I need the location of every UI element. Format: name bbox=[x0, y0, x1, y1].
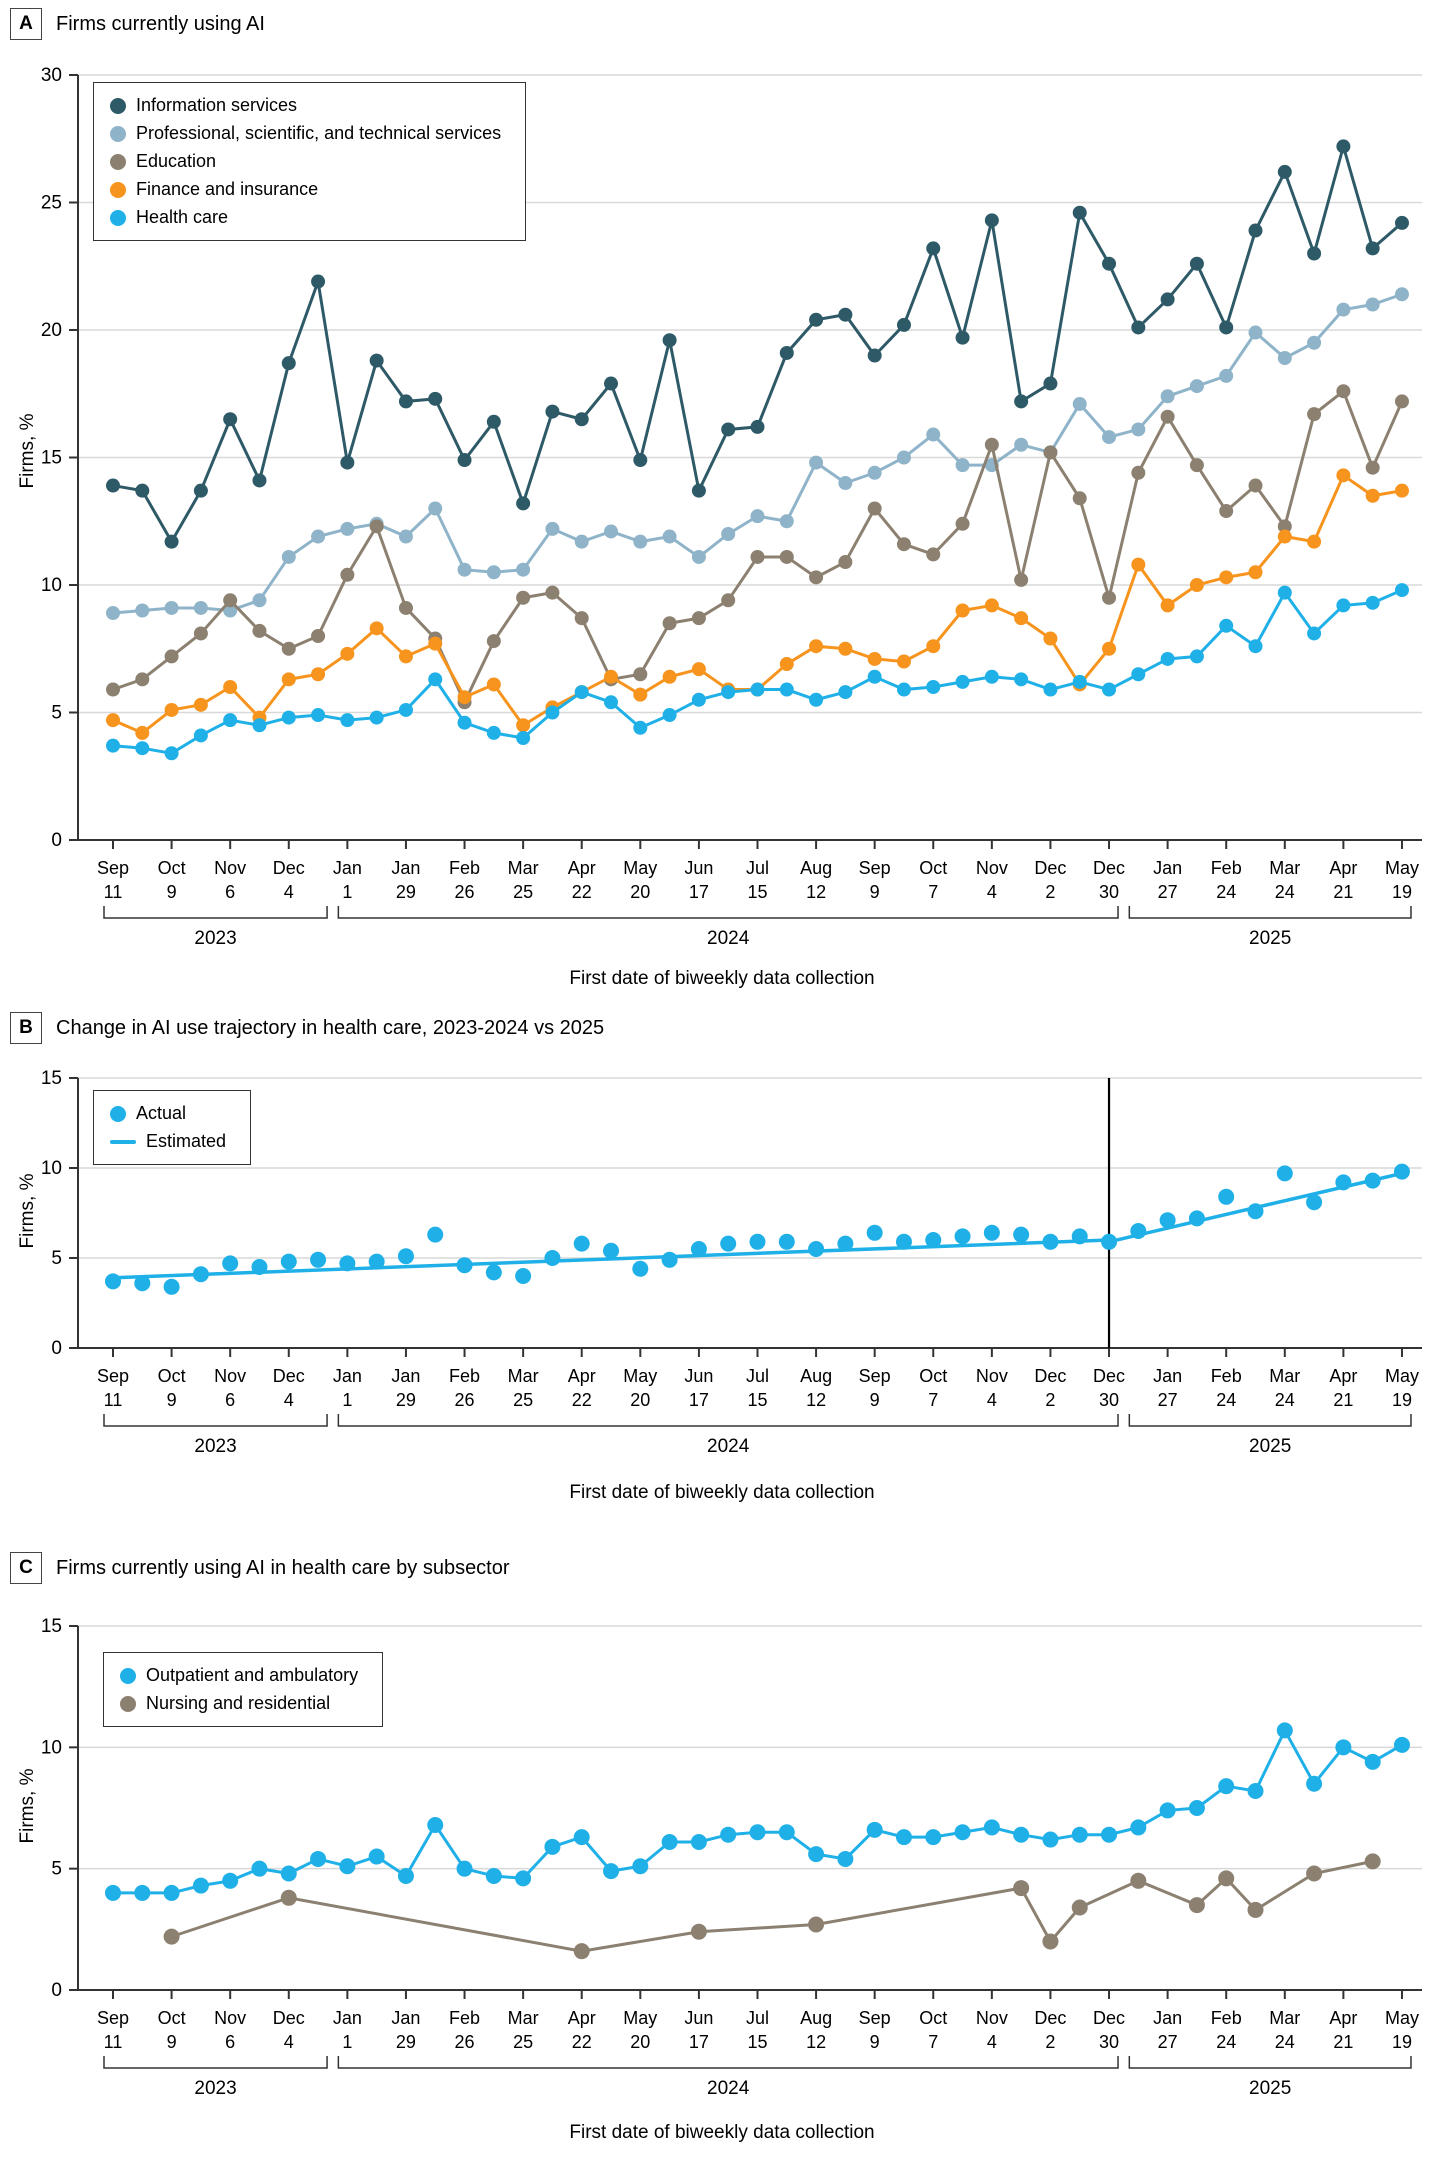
svg-text:24: 24 bbox=[1274, 2032, 1295, 2052]
svg-text:1: 1 bbox=[342, 882, 353, 902]
svg-text:25: 25 bbox=[513, 882, 534, 902]
svg-text:11: 11 bbox=[103, 2032, 123, 2052]
svg-text:Dec: Dec bbox=[1034, 1366, 1067, 1386]
svg-text:4: 4 bbox=[283, 1390, 294, 1410]
svg-text:May: May bbox=[1384, 1366, 1419, 1386]
estimated-line-icon bbox=[110, 1140, 136, 1144]
svg-text:May: May bbox=[1384, 2008, 1419, 2028]
year-brackets bbox=[104, 1414, 1411, 1457]
svg-text:9: 9 bbox=[869, 1390, 880, 1410]
svg-text:Sep: Sep bbox=[96, 2008, 130, 2028]
svg-text:Feb: Feb bbox=[449, 2008, 481, 2028]
svg-text:Apr: Apr bbox=[1329, 2008, 1358, 2028]
svg-text:30: 30 bbox=[1099, 1390, 1120, 1410]
series-outpatient-and-ambulatory bbox=[105, 1722, 1410, 1901]
panel-c-title: Firms currently using AI in health care by subsector bbox=[56, 1556, 510, 1579]
legend-panel-a bbox=[93, 82, 526, 241]
legend-item-estimated bbox=[110, 1131, 226, 1152]
svg-text:10: 10 bbox=[40, 1737, 62, 1759]
svg-text:29: 29 bbox=[395, 2032, 416, 2052]
svg-text:30: 30 bbox=[40, 65, 62, 86]
svg-text:15: 15 bbox=[747, 882, 768, 902]
svg-text:12: 12 bbox=[806, 882, 827, 902]
panel-b-header bbox=[10, 1012, 604, 1044]
svg-text:Oct: Oct bbox=[157, 2008, 186, 2028]
svg-text:Jul: Jul bbox=[745, 858, 769, 878]
panel-b-x-axis-title: First date of biweekly data collection bbox=[569, 1482, 875, 1503]
svg-text:Dec: Dec bbox=[272, 2008, 305, 2028]
svg-text:Apr: Apr bbox=[1329, 858, 1358, 878]
svg-text:9: 9 bbox=[166, 882, 177, 902]
svg-text:2023: 2023 bbox=[194, 2078, 237, 2099]
legend-label: Education bbox=[136, 151, 217, 171]
svg-text:Aug: Aug bbox=[800, 1366, 833, 1386]
svg-text:20: 20 bbox=[630, 882, 651, 902]
svg-text:2025: 2025 bbox=[1249, 928, 1292, 949]
svg-text:30: 30 bbox=[1099, 2032, 1120, 2052]
legend-label: Outpatient and ambulatory bbox=[146, 1665, 359, 1685]
svg-text:25: 25 bbox=[513, 2032, 534, 2052]
svg-text:Sep: Sep bbox=[858, 2008, 891, 2028]
svg-text:2024: 2024 bbox=[707, 1436, 750, 1457]
svg-text:11: 11 bbox=[103, 882, 123, 902]
svg-text:Mar: Mar bbox=[1269, 2008, 1301, 2028]
svg-text:2023: 2023 bbox=[194, 1436, 237, 1457]
svg-text:Oct: Oct bbox=[157, 1366, 186, 1386]
svg-text:Apr: Apr bbox=[567, 858, 596, 878]
svg-text:Aug: Aug bbox=[800, 2008, 833, 2028]
legend-item-outpatient bbox=[120, 1665, 358, 1686]
svg-text:25: 25 bbox=[40, 192, 62, 214]
panel-c-x-axis-title: First date of biweekly data collection bbox=[569, 2122, 875, 2143]
svg-text:10: 10 bbox=[40, 575, 62, 596]
svg-text:27: 27 bbox=[1157, 2032, 1178, 2052]
svg-text:Jan: Jan bbox=[332, 858, 362, 878]
legend-item-nursing bbox=[120, 1693, 358, 1714]
svg-text:Dec: Dec bbox=[272, 1366, 305, 1386]
svg-text:20: 20 bbox=[630, 2032, 651, 2052]
svg-text:Jan: Jan bbox=[332, 2008, 362, 2028]
svg-text:4: 4 bbox=[986, 2032, 997, 2052]
svg-text:12: 12 bbox=[806, 2032, 827, 2052]
svg-text:Feb: Feb bbox=[449, 858, 481, 878]
x-axis bbox=[78, 840, 1422, 902]
legend-label: Estimated bbox=[146, 1131, 227, 1151]
svg-text:Dec: Dec bbox=[1093, 858, 1126, 878]
legend-label: Health care bbox=[136, 207, 229, 227]
legend-item-health-care bbox=[110, 207, 501, 228]
svg-text:Nov: Nov bbox=[214, 1366, 247, 1386]
finance-dot-icon bbox=[110, 182, 126, 198]
y-axis bbox=[41, 1068, 78, 1359]
svg-text:Dec: Dec bbox=[1093, 2008, 1126, 2028]
svg-text:Jul: Jul bbox=[745, 1366, 769, 1386]
svg-text:Sep: Sep bbox=[858, 858, 891, 878]
panel-b-label: B bbox=[10, 1012, 42, 1044]
series-finance-and-insurance bbox=[106, 468, 1409, 740]
svg-text:Jul: Jul bbox=[745, 2008, 769, 2028]
actual-dot-icon bbox=[110, 1106, 126, 1122]
svg-text:Mar: Mar bbox=[1269, 1366, 1301, 1386]
gridlines bbox=[78, 1078, 1422, 1258]
svg-text:Jun: Jun bbox=[684, 2008, 714, 2028]
svg-text:Dec: Dec bbox=[1034, 2008, 1067, 2028]
svg-text:30: 30 bbox=[1099, 882, 1120, 902]
series-health-care bbox=[106, 583, 1409, 760]
svg-text:21: 21 bbox=[1333, 2032, 1354, 2052]
svg-text:Jun: Jun bbox=[684, 858, 714, 878]
svg-text:Apr: Apr bbox=[567, 1366, 596, 1386]
svg-text:15: 15 bbox=[747, 2032, 768, 2052]
svg-text:Mar: Mar bbox=[507, 1366, 539, 1386]
svg-text:5: 5 bbox=[51, 1858, 62, 1880]
svg-text:12: 12 bbox=[806, 1390, 827, 1410]
svg-text:4: 4 bbox=[283, 882, 294, 902]
svg-text:9: 9 bbox=[166, 2032, 177, 2052]
svg-text:Feb: Feb bbox=[1210, 2008, 1242, 2028]
legend-panel-c bbox=[103, 1652, 383, 1727]
outpatient-dot-icon bbox=[120, 1668, 136, 1684]
svg-text:2025: 2025 bbox=[1249, 1436, 1292, 1457]
legend-item-actual bbox=[110, 1103, 226, 1124]
panel-a-x-axis-title: First date of biweekly data collection bbox=[569, 968, 875, 989]
svg-text:Feb: Feb bbox=[1210, 858, 1242, 878]
svg-text:9: 9 bbox=[166, 1390, 177, 1410]
svg-text:2023: 2023 bbox=[194, 928, 237, 949]
svg-text:21: 21 bbox=[1333, 1390, 1354, 1410]
svg-text:May: May bbox=[623, 2008, 658, 2028]
svg-text:Aug: Aug bbox=[800, 858, 833, 878]
svg-text:19: 19 bbox=[1391, 1390, 1412, 1410]
svg-text:15: 15 bbox=[40, 1068, 62, 1089]
legend-item-professional bbox=[110, 123, 501, 144]
series-estimated-line bbox=[113, 1173, 1402, 1277]
svg-text:2: 2 bbox=[1045, 882, 1056, 902]
svg-text:22: 22 bbox=[571, 882, 592, 902]
svg-text:0: 0 bbox=[51, 1980, 62, 2001]
svg-text:Jan: Jan bbox=[332, 1366, 362, 1386]
svg-text:21: 21 bbox=[1333, 882, 1354, 902]
svg-text:May: May bbox=[623, 858, 658, 878]
svg-text:Mar: Mar bbox=[1269, 858, 1301, 878]
y-axis bbox=[41, 1616, 78, 2001]
svg-text:11: 11 bbox=[103, 1390, 123, 1410]
svg-text:29: 29 bbox=[395, 882, 416, 902]
panel-a-header bbox=[10, 8, 265, 40]
legend-label: Information services bbox=[136, 95, 298, 115]
svg-text:29: 29 bbox=[395, 1390, 416, 1410]
svg-text:Dec: Dec bbox=[1093, 1366, 1126, 1386]
svg-text:Jun: Jun bbox=[684, 1366, 714, 1386]
panel-a-title: Firms currently using AI bbox=[56, 12, 265, 35]
svg-text:Apr: Apr bbox=[1329, 1366, 1358, 1386]
svg-text:17: 17 bbox=[688, 2032, 709, 2052]
svg-text:6: 6 bbox=[225, 2032, 236, 2052]
legend-item-education bbox=[110, 151, 501, 172]
y-axis bbox=[41, 65, 78, 851]
svg-text:Oct: Oct bbox=[157, 858, 186, 878]
svg-text:24: 24 bbox=[1274, 1390, 1295, 1410]
svg-text:10: 10 bbox=[40, 1158, 62, 1179]
svg-text:7: 7 bbox=[928, 2032, 939, 2052]
svg-text:May: May bbox=[623, 1366, 658, 1386]
series-actual-points bbox=[105, 1164, 1410, 1295]
svg-text:24: 24 bbox=[1216, 2032, 1237, 2052]
panel-c-header bbox=[10, 1552, 510, 1584]
svg-text:24: 24 bbox=[1216, 1390, 1237, 1410]
svg-text:Sep: Sep bbox=[96, 858, 130, 878]
svg-text:Nov: Nov bbox=[214, 858, 247, 878]
panel-c-label: C bbox=[10, 1552, 42, 1584]
health-care-dot-icon bbox=[110, 210, 126, 226]
svg-text:7: 7 bbox=[928, 882, 939, 902]
svg-text:2024: 2024 bbox=[707, 928, 750, 949]
year-brackets bbox=[104, 906, 1411, 949]
svg-text:15: 15 bbox=[40, 1616, 62, 1637]
svg-text:5: 5 bbox=[51, 702, 62, 724]
nursing-dot-icon bbox=[120, 1696, 136, 1712]
legend-item-information bbox=[110, 95, 501, 116]
svg-text:7: 7 bbox=[928, 1390, 939, 1410]
svg-text:Oct: Oct bbox=[919, 858, 948, 878]
svg-text:26: 26 bbox=[454, 2032, 475, 2052]
svg-text:15: 15 bbox=[747, 1390, 768, 1410]
svg-text:2: 2 bbox=[1045, 1390, 1056, 1410]
svg-text:6: 6 bbox=[225, 1390, 236, 1410]
education-dot-icon bbox=[110, 154, 126, 170]
svg-text:Nov: Nov bbox=[975, 2008, 1008, 2028]
svg-text:9: 9 bbox=[869, 2032, 880, 2052]
svg-text:Jan: Jan bbox=[391, 858, 421, 878]
svg-text:Nov: Nov bbox=[975, 1366, 1008, 1386]
svg-text:Dec: Dec bbox=[272, 858, 305, 878]
svg-text:19: 19 bbox=[1391, 882, 1412, 902]
svg-text:22: 22 bbox=[571, 1390, 592, 1410]
svg-text:Nov: Nov bbox=[975, 858, 1008, 878]
svg-text:Nov: Nov bbox=[214, 2008, 247, 2028]
information-services-dot-icon bbox=[110, 98, 126, 114]
x-axis bbox=[78, 1990, 1422, 2052]
svg-text:25: 25 bbox=[513, 1390, 534, 1410]
svg-text:Dec: Dec bbox=[1034, 858, 1067, 878]
x-axis bbox=[78, 1348, 1422, 1410]
panel-a-y-axis-title: Firms, % bbox=[17, 413, 38, 489]
panel-a-label: A bbox=[10, 8, 42, 40]
svg-text:22: 22 bbox=[571, 2032, 592, 2052]
svg-text:2025: 2025 bbox=[1249, 2078, 1292, 2099]
svg-text:2: 2 bbox=[1045, 2032, 1056, 2052]
svg-text:Mar: Mar bbox=[507, 2008, 539, 2028]
svg-text:1: 1 bbox=[342, 2032, 353, 2052]
svg-text:5: 5 bbox=[51, 1248, 62, 1269]
svg-text:Jan: Jan bbox=[1153, 1366, 1183, 1386]
legend-label: Actual bbox=[136, 1103, 187, 1123]
svg-text:17: 17 bbox=[688, 1390, 709, 1410]
year-brackets bbox=[104, 2056, 1411, 2099]
svg-text:26: 26 bbox=[454, 882, 475, 902]
svg-text:4: 4 bbox=[986, 1390, 997, 1410]
panel-b-title: Change in AI use trajectory in health care, 2023-2024 vs 2025 bbox=[56, 1016, 605, 1039]
svg-text:27: 27 bbox=[1157, 882, 1178, 902]
legend-panel-b bbox=[93, 1090, 251, 1165]
svg-text:0: 0 bbox=[51, 830, 62, 851]
svg-text:4: 4 bbox=[283, 2032, 294, 2052]
legend-label: Nursing and residential bbox=[146, 1693, 331, 1713]
svg-text:2024: 2024 bbox=[707, 2078, 750, 2099]
professional-services-dot-icon bbox=[110, 126, 126, 142]
svg-text:Sep: Sep bbox=[858, 1366, 891, 1386]
svg-text:20: 20 bbox=[630, 1390, 651, 1410]
legend-item-finance bbox=[110, 179, 501, 200]
svg-text:Feb: Feb bbox=[449, 1366, 481, 1386]
svg-text:17: 17 bbox=[688, 882, 709, 902]
svg-text:Mar: Mar bbox=[507, 858, 539, 878]
series-professional-scientific-and-technical-services bbox=[106, 287, 1409, 620]
svg-text:26: 26 bbox=[454, 1390, 475, 1410]
svg-text:27: 27 bbox=[1157, 1390, 1178, 1410]
svg-text:15: 15 bbox=[40, 447, 62, 469]
svg-text:Sep: Sep bbox=[96, 1366, 130, 1386]
svg-text:19: 19 bbox=[1391, 2032, 1412, 2052]
svg-text:Oct: Oct bbox=[919, 2008, 948, 2028]
svg-text:Oct: Oct bbox=[919, 1366, 948, 1386]
svg-text:0: 0 bbox=[51, 1338, 62, 1359]
legend-label: Finance and insurance bbox=[136, 179, 319, 199]
panel-c-y-axis-title: Firms, % bbox=[17, 1768, 38, 1844]
svg-text:20: 20 bbox=[40, 320, 62, 341]
svg-text:May: May bbox=[1384, 858, 1419, 878]
panel-b-y-axis-title: Firms, % bbox=[17, 1173, 38, 1249]
svg-text:Jan: Jan bbox=[1153, 2008, 1183, 2028]
svg-text:6: 6 bbox=[225, 882, 236, 902]
legend-label: Professional, scientific, and technical services bbox=[136, 123, 502, 143]
svg-text:Jan: Jan bbox=[1153, 858, 1183, 878]
svg-text:Feb: Feb bbox=[1210, 1366, 1242, 1386]
svg-text:24: 24 bbox=[1216, 882, 1237, 902]
svg-text:9: 9 bbox=[869, 882, 880, 902]
svg-text:24: 24 bbox=[1274, 882, 1295, 902]
svg-text:1: 1 bbox=[342, 1390, 353, 1410]
svg-text:Jan: Jan bbox=[391, 2008, 421, 2028]
svg-text:4: 4 bbox=[986, 882, 997, 902]
svg-text:Jan: Jan bbox=[391, 1366, 421, 1386]
svg-text:Apr: Apr bbox=[567, 2008, 596, 2028]
